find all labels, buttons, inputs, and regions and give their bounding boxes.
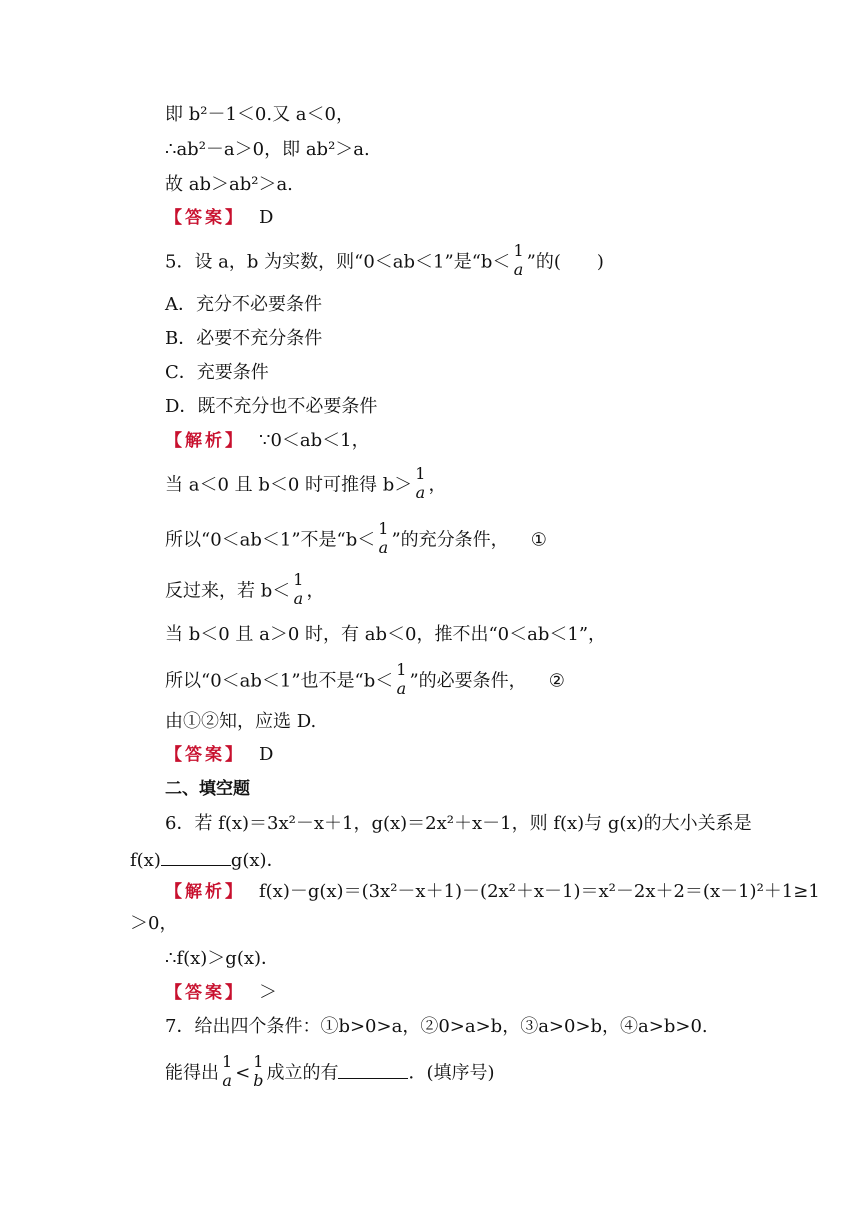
answer-label: 【答案】 bbox=[165, 983, 245, 1003]
option-b: B．必要不充分条件 bbox=[165, 328, 323, 349]
option-c: C．充要条件 bbox=[165, 362, 269, 383]
fraction: 1 a bbox=[222, 1052, 233, 1090]
analysis-label: 【解析】 bbox=[165, 882, 245, 902]
answer-label: 【答案】 bbox=[165, 208, 245, 228]
fraction: 1 a bbox=[293, 570, 304, 608]
fraction: 1 a bbox=[396, 660, 407, 698]
analysis-line bbox=[165, 432, 370, 450]
answer-value: D bbox=[259, 207, 274, 228]
analysis-label: 【解析】 bbox=[165, 431, 245, 451]
fraction: 1 a bbox=[378, 519, 389, 557]
question-6-blank-line: f(x) g(x)． bbox=[130, 850, 285, 871]
text-line: 故 ab＞ab²＞a. bbox=[165, 174, 293, 195]
answer-value: D bbox=[259, 744, 274, 765]
question-7: 7．给出四个条件：①b>0>a，②0>a>b，③a>0>b，④a>b>0. bbox=[165, 1016, 708, 1037]
text-line: ∴f(x)＞g(x)． bbox=[165, 948, 280, 969]
question-6: 6．若 f(x)＝3x²－x＋1，g(x)＝2x²＋x－1，则 f(x)与 g(x)的大小关系是 bbox=[165, 813, 752, 834]
circle-one: ① bbox=[530, 529, 547, 551]
q5-suffix: ”的( ) bbox=[526, 251, 604, 273]
text-line: ＞0， bbox=[130, 913, 178, 934]
fraction: 1 a bbox=[415, 464, 426, 502]
answer-line bbox=[165, 746, 273, 764]
text-line: ∴ab²－a＞0，即 ab²＞a. bbox=[165, 139, 370, 160]
question-7-blank-line: 能得出 1 a < 1 b 成立的有 ．(填序号) bbox=[165, 1052, 495, 1090]
text-line: 即 b²－1＜0.又 a＜0， bbox=[165, 104, 354, 125]
question-5 bbox=[165, 241, 604, 280]
answer-blank bbox=[161, 849, 231, 866]
fraction: 1 b bbox=[253, 1052, 264, 1090]
text-line: 当 b＜0 且 a＞0 时，有 ab＜0，推不出“0＜ab＜1”， bbox=[165, 624, 607, 645]
option-a: A．充分不必要条件 bbox=[165, 294, 322, 315]
section-heading: 二、填空题 bbox=[165, 779, 250, 799]
answer-label: 【答案】 bbox=[165, 745, 245, 765]
text-line: 所以“0＜ab＜1”也不是“b＜ 1 a ”的必要条件， ② bbox=[165, 660, 565, 698]
text-line: 所以“0＜ab＜1”不是“b＜ 1 a ”的充分条件， ① bbox=[165, 519, 547, 557]
answer-line bbox=[165, 209, 273, 227]
text-line: 由①②知，应选 D. bbox=[165, 711, 317, 732]
fraction: 1 a bbox=[513, 241, 524, 279]
analysis-text: ∵0＜ab＜1， bbox=[259, 430, 370, 451]
q5-text: 5．设 a，b 为实数，则“0＜ab＜1”是“b＜ bbox=[165, 251, 511, 273]
analysis-text: f(x)－g(x)＝(3x²－x＋1)－(2x²＋x－1)＝x²－2x＋2＝(x－1)²＋1≥1 bbox=[259, 881, 820, 902]
option-d: D．既不充分也不必要条件 bbox=[165, 396, 378, 417]
answer-blank bbox=[338, 1062, 408, 1079]
analysis-line bbox=[165, 883, 820, 901]
answer-value: ＞ bbox=[259, 982, 277, 1003]
answer-line bbox=[165, 984, 277, 1002]
circle-two: ② bbox=[548, 670, 565, 692]
text-line: 反过来，若 b＜ 1 a ， bbox=[165, 570, 325, 608]
text-line: 当 a＜0 且 b＜0 时可推得 b＞ 1 a ， bbox=[165, 464, 447, 502]
